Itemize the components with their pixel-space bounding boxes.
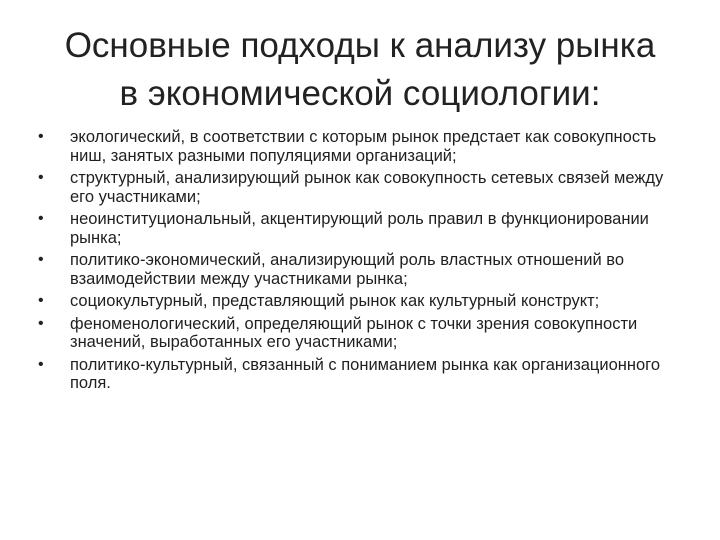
bullet-item-structural — [38, 169, 678, 206]
bullet-item-political-economic — [38, 251, 678, 288]
bullet-text: политико-культурный, связанный с пониманием рынка как организационного поля. — [70, 355, 661, 392]
bullet-dot-icon: • — [38, 251, 44, 268]
bullet-text: феноменологический, определяющий рынок с точки зрения совокупности значений, выработанных его участниками; — [70, 314, 638, 351]
bullet-list — [38, 128, 678, 397]
bullet-item-phenomenological — [38, 315, 678, 352]
bullet-dot-icon: • — [38, 292, 44, 309]
slide-title-line-2: в экономической социологии: — [119, 74, 601, 113]
bullet-item-neoinstitutional — [38, 210, 678, 247]
slide-title-line-1: Основные подходы к анализу рынка — [64, 26, 656, 65]
slide-title — [36, 22, 684, 118]
bullet-text: политико-экономический, анализирующий роль властных отношений во взаимодействии между участниками рынка; — [70, 251, 624, 288]
bullet-text: неоинституциональный, акцентирующий роль правил в функционировании рынка; — [70, 210, 649, 247]
bullet-text: социокультурный, представляющий рынок как культурный конструкт; — [70, 292, 600, 310]
bullet-item-political-cultural — [38, 356, 678, 393]
bullet-item-ecological — [38, 128, 678, 165]
bullet-dot-icon: • — [38, 210, 44, 227]
bullet-dot-icon: • — [38, 169, 44, 186]
bullet-text: структурный, анализирующий рынок как совокупность сетевых связей между его участниками; — [70, 169, 664, 206]
bullet-item-sociocultural — [38, 292, 678, 311]
bullet-dot-icon: • — [38, 128, 44, 145]
bullet-text: экологический, в соответствии с которым рынок предстает как совокупность ниш, занятых разными популяциями организаций; — [70, 128, 657, 165]
bullet-dot-icon: • — [38, 355, 44, 373]
bullet-dot-icon: • — [38, 314, 44, 332]
